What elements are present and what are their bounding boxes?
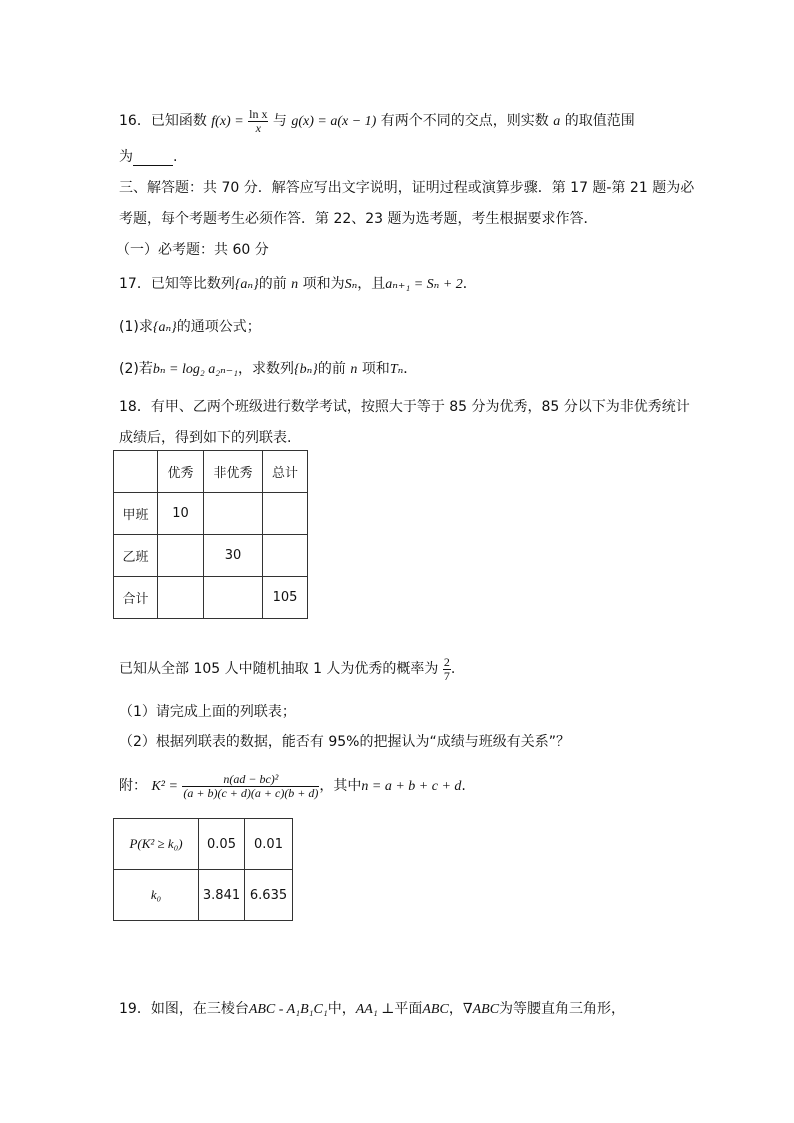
q17-p1-a: (1)求 (119, 319, 153, 335)
q19-c: 平面 (394, 1001, 423, 1017)
q17-a: 17．已知等比数列 (119, 276, 235, 292)
reference-table (113, 818, 293, 921)
q17-p2-b: ，求数列 (238, 361, 295, 377)
q18-prob-num: 2 (443, 654, 450, 669)
q17-e: ． (462, 276, 477, 292)
contingency-table (113, 450, 308, 619)
q18-prob-fraction (443, 656, 451, 683)
table-cell: 0.01 (245, 819, 293, 870)
q16-f-den: x (248, 121, 268, 135)
table-row-label: 乙班 (114, 535, 158, 577)
table-cell: 30 (204, 535, 263, 577)
q17-p2-e: ． (403, 361, 418, 377)
table-row (114, 577, 308, 619)
q18-K-fraction (182, 773, 319, 800)
table-cell (158, 535, 204, 577)
table-cell: 0.05 (199, 819, 245, 870)
q17-n: n (291, 277, 299, 292)
table-row-label: P(K² ≥ k₀) (114, 819, 199, 870)
q19-frust: ABC - A₁B₁C₁ (248, 1002, 328, 1017)
q18-K-num: n(ad − bc)² (223, 771, 279, 786)
q17-Sn: Sₙ (344, 277, 358, 292)
table-cell (263, 493, 308, 535)
answer-blank (133, 151, 173, 166)
q19-perp: AA₁ ⊥ (355, 1002, 395, 1017)
q16-f-num: ln x (249, 106, 268, 121)
q16-g-expr: g(x) = a(x − 1) (291, 114, 377, 129)
q17-p1-seq: {aₙ} (152, 320, 177, 335)
table-row (114, 870, 293, 921)
table-header-cell: 优秀 (158, 451, 204, 493)
q16-f-fraction (248, 108, 268, 135)
q16-prefix: 16．已知函数 (119, 113, 207, 129)
q17-p2-def: bₙ = log₂ a₂ₙ₋₁ (152, 362, 239, 377)
q16-line2 (119, 146, 177, 166)
q17-stem (119, 273, 477, 293)
q16-var-a: a (553, 114, 561, 129)
q16-line1 (119, 106, 635, 136)
q19-tri: ∇ABC (462, 1002, 500, 1017)
q18-formula (119, 766, 466, 806)
q16-mid: 与 (272, 113, 287, 129)
table-row-label: k₀ (114, 870, 199, 921)
q18-prob-den: 7 (443, 668, 450, 683)
table-cell (263, 535, 308, 577)
q17-d: ，且 (357, 276, 386, 292)
q17-p2-n: n (350, 362, 358, 377)
table-row (114, 819, 293, 870)
q17-b: 的前 (258, 276, 287, 292)
table-cell: 3.841 (199, 870, 245, 921)
table-row-label: 合计 (114, 577, 158, 619)
q16-line2-prefix: 为 (119, 149, 133, 165)
q19-d: ， (448, 1001, 463, 1017)
q18-K-lhs: K² = (151, 779, 178, 794)
q17-p1-b: 的通项公式； (176, 319, 261, 335)
q17-part2 (119, 358, 417, 378)
q16-line2-end: . (173, 149, 178, 165)
q17-p2-seq: {bₙ} (294, 362, 318, 377)
q18-prob (119, 654, 455, 684)
q17-p2-a: (2)若 (119, 361, 153, 377)
q18-fu: 附： (119, 778, 147, 794)
table-header-row (114, 451, 308, 493)
q18-line2: 成绩后，得到如下的列联表. (119, 430, 292, 446)
section3-line1: 三、解答题：共 70 分．解答应写出文字说明，证明过程或演算步骤．第 17 题-第 21 题为必 (119, 180, 695, 196)
q19-a: 19．如图，在三棱台 (119, 1001, 249, 1017)
q18-K-den: (a + b)(c + d)(a + c)(b + d) (183, 785, 319, 800)
q18-ndef: n = a + b + c + d (361, 779, 462, 794)
section3-line2: 考题，每个考题考生必须作答．第 22、23 题为选考题，考生根据要求作答． (119, 211, 598, 227)
q16-suffix: 有两个不同的交点，则实数 (380, 113, 549, 129)
q18-ndef-end: . (461, 778, 466, 794)
q17-p2-Tn: Tₙ (389, 362, 404, 377)
q19-stem (119, 998, 625, 1018)
q17-rel: aₙ₊₁ = Sₙ + 2 (385, 277, 463, 292)
table-cell: 6.635 (245, 870, 293, 921)
table-row (114, 493, 308, 535)
q19-b: 中， (327, 1001, 356, 1017)
q17-p2-c: 的前 (317, 361, 346, 377)
q16-f-lhs: f(x) = (211, 114, 244, 129)
q18-sub2: （2）根据列联表的数据，能否有 95%的把握认为“成绩与班级有关系”？ (119, 734, 570, 750)
q19-plane: ABC (422, 1002, 449, 1017)
q17-c: 项和为 (302, 276, 345, 292)
q16-tail: 的取值范围 (564, 113, 635, 129)
q17-p2-d: 项和 (361, 361, 390, 377)
section3-sub: （一）必考题：共 60 分 (116, 242, 269, 258)
table-cell: 10 (158, 493, 204, 535)
table-cell: 105 (263, 577, 308, 619)
table-cell (158, 577, 204, 619)
q18-line1: 18．有甲、乙两个班级进行数学考试，按照大于等于 85 分为优秀，85 分以下为非优秀统计 (119, 399, 690, 415)
table-header-cell: 总计 (263, 451, 308, 493)
q18-ndef-a: ，其中 (319, 778, 362, 794)
q18-sub1: （1）请完成上面的列联表； (119, 704, 296, 720)
table-row (114, 535, 308, 577)
table-header-cell: 非优秀 (204, 451, 263, 493)
table-cell (114, 451, 158, 493)
table-row-label: 甲班 (114, 493, 158, 535)
q18-prob-prefix: 已知从全部 105 人中随机抽取 1 人为优秀的概率为 (119, 661, 439, 677)
q19-e: 为等腰直角三角形， (499, 1001, 626, 1017)
table-cell (204, 493, 263, 535)
q18-prob-end: . (450, 661, 456, 677)
q17-seq-a: {aₙ} (234, 277, 259, 292)
q17-part1 (119, 316, 261, 336)
table-cell (204, 577, 263, 619)
